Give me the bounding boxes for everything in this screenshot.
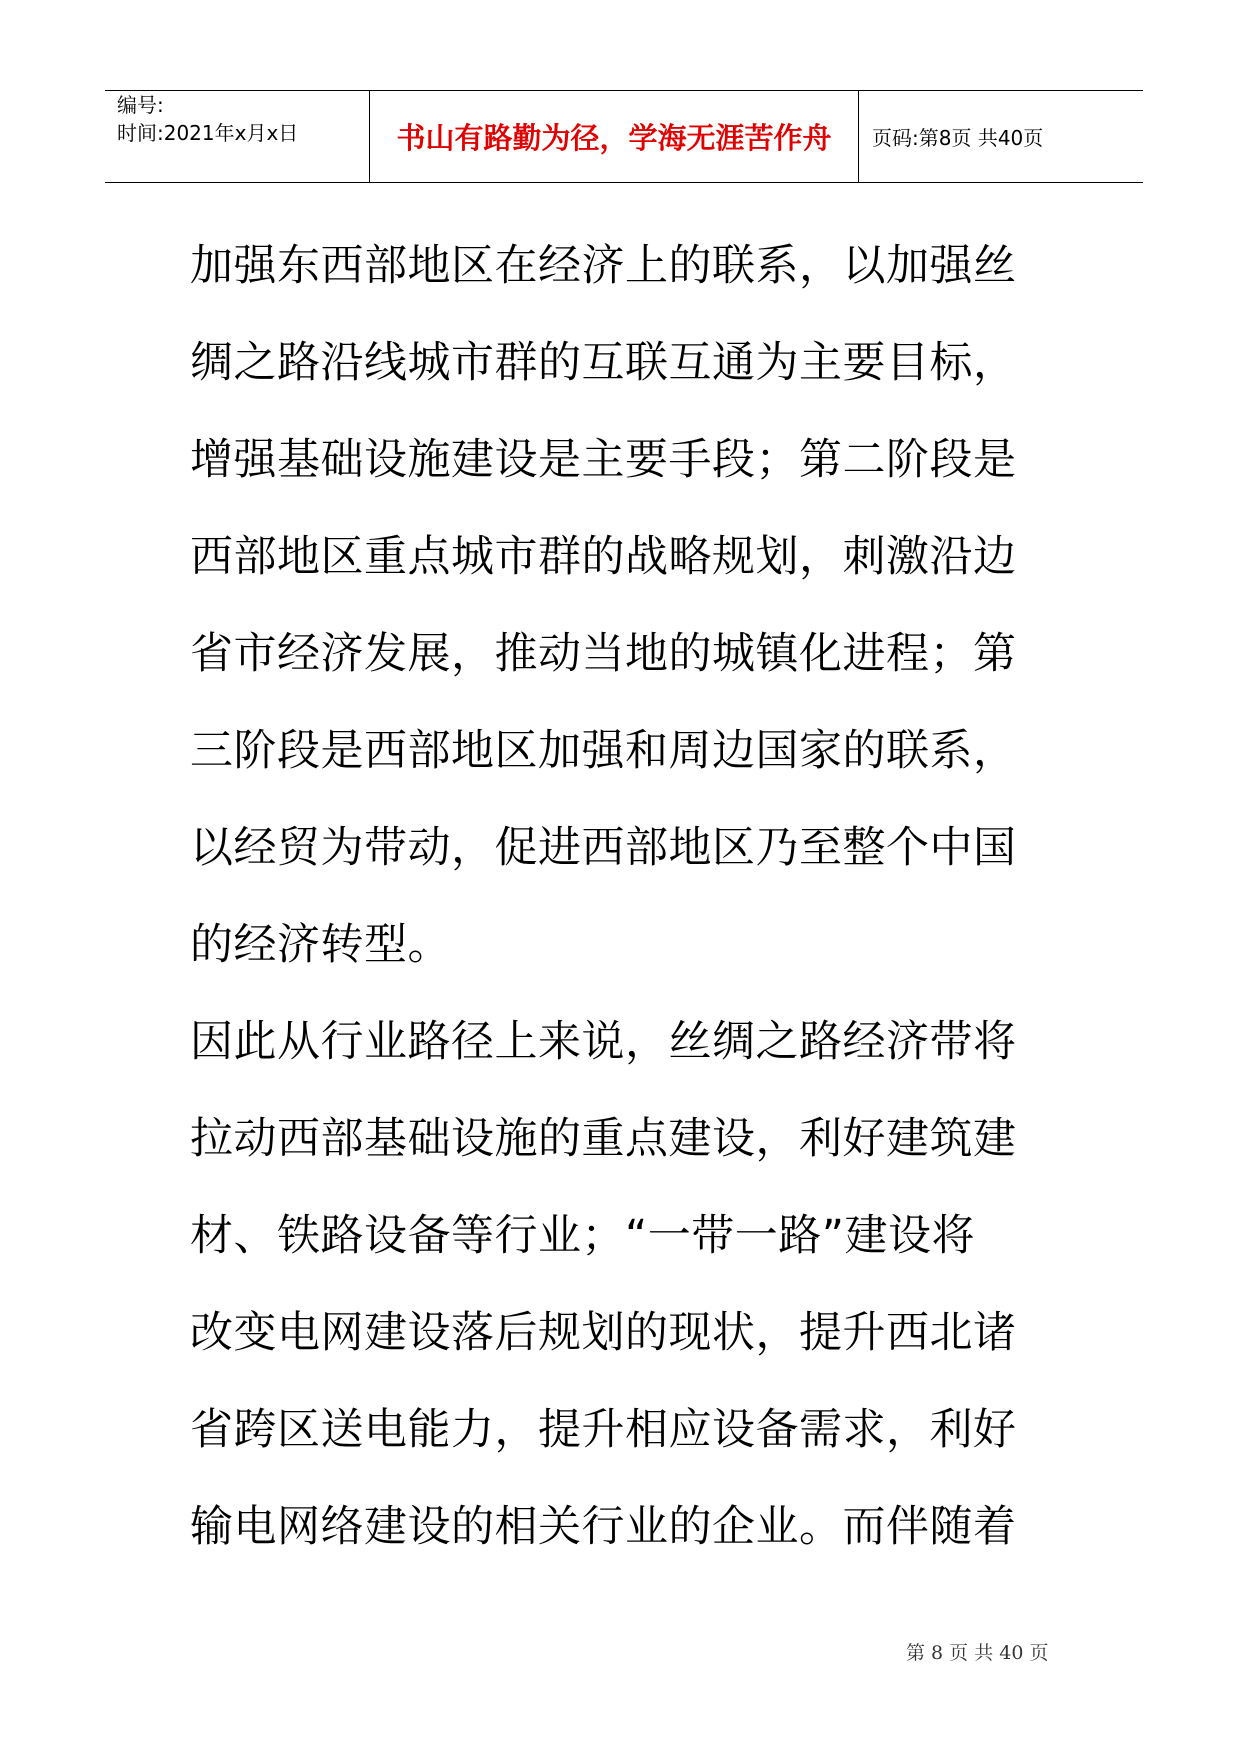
header-page-code: 页码:第8页 共40页 bbox=[872, 126, 1044, 150]
document-number-label: 编号: bbox=[117, 93, 164, 117]
body-line: 省跨区送电能力，提升相应设备需求，利好 bbox=[190, 1405, 1017, 1455]
body-line: 改变电网建设落后规划的现状，提升西北诸 bbox=[190, 1308, 1017, 1358]
body-line: 西部地区重点城市群的战略规划，刺激沿边 bbox=[190, 532, 1017, 582]
body-line: 加强东西部地区在经济上的联系，以加强丝 bbox=[190, 241, 1017, 291]
body-line: 材、铁路设备等行业；“一带一路”建设将 bbox=[190, 1211, 976, 1261]
document-body bbox=[190, 218, 1090, 1576]
header-page-cell bbox=[859, 91, 1143, 182]
body-line: 三阶段是西部地区加强和周边国家的联系， bbox=[190, 726, 1017, 776]
body-line: 输电网络建设的相关行业的企业。而伴随着 bbox=[190, 1502, 1017, 1552]
body-line: 绸之路沿线城市群的互联互通为主要目标， bbox=[190, 338, 1017, 388]
document-header bbox=[105, 90, 1143, 183]
body-line: 拉动西部基础设施的重点建设，利好建筑建 bbox=[190, 1114, 1017, 1164]
header-motto-cell bbox=[369, 91, 859, 182]
page-footer: 第 8 页 共 40 页 bbox=[906, 1642, 1049, 1664]
body-line: 省市经济发展，推动当地的城镇化进程；第 bbox=[190, 629, 1017, 679]
document-date-label: 时间:2021年x月x日 bbox=[117, 121, 299, 145]
header-motto: 书山有路勤为径，学海无涯苦作舟 bbox=[396, 121, 832, 155]
body-line: 以经贸为带动，促进西部地区乃至整个中国 bbox=[190, 823, 1017, 873]
body-line: 增强基础设施建设是主要手段；第二阶段是 bbox=[190, 435, 1017, 485]
body-line: 因此从行业路径上来说，丝绸之路经济带将 bbox=[190, 1017, 1017, 1067]
header-meta-cell bbox=[105, 91, 369, 182]
body-line: 的经济转型。 bbox=[190, 920, 451, 970]
